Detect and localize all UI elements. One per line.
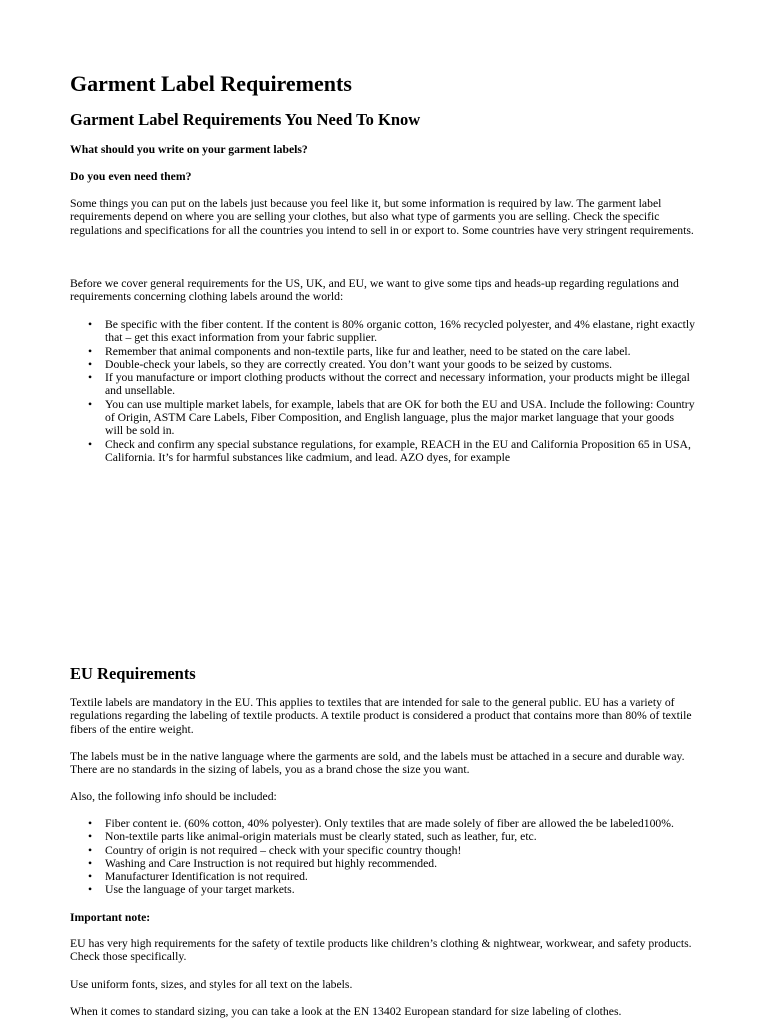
eu-paragraph-language: The labels must be in the native language where the garments are sold, and the labels must be attached in a secure and durable way. There are no standards in the sizing of labels, you as a brand chose the size you want.	[70, 750, 685, 777]
eu-requirements-list	[70, 817, 695, 897]
list-item: • Remember that animal components and non-textile parts, like fur and leather, need to be stated on the care label.	[105, 345, 695, 358]
list-item: • Be specific with the fiber content. If the content is 80% organic cotton, 16% recycled polyester, and 4% elastane, right exactly that – get this exact information from your fabric supplier.	[105, 318, 695, 345]
tips-list	[70, 318, 695, 464]
eu-paragraph-fonts: Use uniform fonts, sizes, and styles for all text on the labels.	[70, 978, 353, 991]
intro-paragraph: Some things you can put on the labels just because you feel like it, but some information is required by law. The garment label requirements depend on where you are selling your clothes, but also what type of garments you are selling. Check the specific regulations and specifications for all the countries you intend to sell in or export to. Some countries have very stringent requirements.	[70, 197, 694, 237]
eu-requirements-heading: EU Requirements	[70, 664, 196, 683]
list-item: • If you manufacture or import clothing products without the correct and necessary information, your products might be illegal and unsellable.	[105, 371, 695, 398]
list-item: • You can use multiple market labels, for example, labels that are OK for both the EU and USA. Include the following: Country of Origin, ASTM Care Labels, Fiber Composition, and English language, plus the major market language that your goods will be sold in.	[105, 398, 695, 438]
eu-paragraph-included-info: Also, the following info should be included:	[70, 790, 277, 803]
question-what-to-write: What should you write on your garment labels?	[70, 143, 308, 156]
list-item: • Washing and Care Instruction is not required but highly recommended.	[105, 857, 695, 870]
list-item: • Fiber content ie. (60% cotton, 40% polyester). Only textiles that are made solely of fiber are allowed the be labeled100%.	[105, 817, 695, 830]
list-item: • Non-textile parts like animal-origin materials must be clearly stated, such as leather, fur, etc.	[105, 830, 695, 843]
eu-paragraph-safety: EU has very high requirements for the safety of textile products like children’s clothing & nightwear, workwear, and safety products. Check those specifically.	[70, 937, 692, 964]
before-paragraph: Before we cover general requirements for the US, UK, and EU, we want to give some tips and heads-up regarding regulations and requirements concerning clothing labels around the world:	[70, 277, 679, 304]
list-item: • Manufacturer Identification is not required.	[105, 870, 695, 883]
list-item: • Check and confirm any special substance regulations, for example, REACH in the EU and California Proposition 65 in USA, California. It’s for harmful substances like cadmium, and lead. AZO dyes, for example	[105, 438, 695, 465]
eu-paragraph-mandatory: Textile labels are mandatory in the EU. This applies to textiles that are intended for sale to the general public. EU has a variety of regulations regarding the labeling of textile products. A textile product is considered a product that contains more than 80% of textile fibers of the entire weight.	[70, 696, 692, 736]
list-item: • Use the language of your target markets.	[105, 883, 695, 896]
page-title: Garment Label Requirements	[70, 71, 352, 96]
important-note-label: Important note:	[70, 911, 151, 924]
list-item: • Country of origin is not required – check with your specific country though!	[105, 844, 695, 857]
question-need-them: Do you even need them?	[70, 170, 192, 183]
list-item: • Double-check your labels, so they are correctly created. You don’t want your goods to be seized by customs.	[105, 358, 695, 371]
page-subtitle: Garment Label Requirements You Need To Know	[70, 110, 421, 129]
eu-paragraph-sizing: When it comes to standard sizing, you can take a look at the EN 13402 European standard for size labeling of clothes.	[70, 1005, 622, 1018]
